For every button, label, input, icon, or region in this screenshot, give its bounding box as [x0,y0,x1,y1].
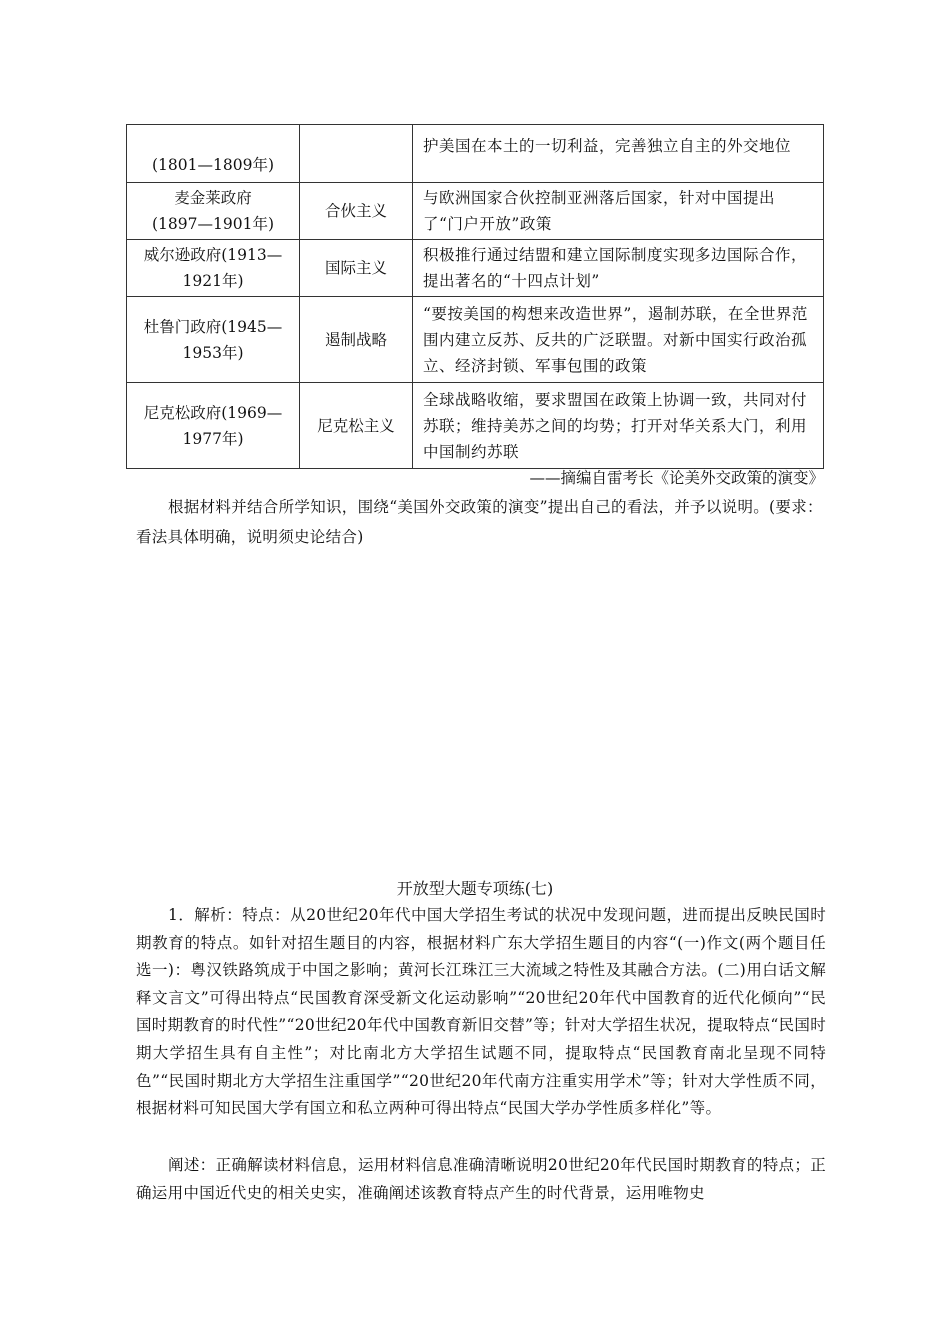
government-name: 麦金莱政府 [174,189,252,207]
policy-content-cell: “要按美国的构想来改造世界”，遏制苏联，在全世界范围内建立反苏、反共的广泛联盟。对新中国实行政治孤立、经济封锁、军事包围的政策 [413,297,824,383]
government-years: (1897—1901年) [152,215,274,233]
table-row [127,183,824,240]
doctrine-cell [300,125,413,183]
government-cell [127,297,300,383]
policy-content-cell: 积极推行通过结盟和建立国际制度实现多边国际合作，提出著名的“十四点计划” [413,240,824,297]
government-name: 威尔逊政府(1913— [143,246,283,264]
policy-content-cell: 护美国在本土的一切利益，完善独立自主的外交地位 [413,125,824,183]
government-years: (1801—1809年) [152,156,274,174]
government-cell [127,383,300,469]
government-name: 尼克松政府(1969— [143,403,283,422]
policy-content-cell: 与欧洲国家合伙控制亚洲落后国家，针对中国提出了“门户开放”政策 [413,183,824,240]
government-years: 1921年) [182,272,244,290]
source-citation: ——摘编自雷考长《论美外交政策的演变》 [529,469,824,487]
government-name: 杜鲁门政府(1945— [143,317,283,336]
table-row [127,297,824,383]
government-cell [127,125,300,183]
policy-content-cell: 全球战略收缩，要求盟国在政策上协调一致，共同对付苏联；维持美苏之间的均势；打开对华关系大门，利用中国制约苏联 [413,383,824,469]
government-years: 1977年) [182,429,244,448]
government-cell [127,183,300,240]
doctrine-cell: 遏制战略 [300,297,413,383]
doctrine-cell: 国际主义 [300,240,413,297]
answer-paragraph: 阐述：正确解读材料信息，运用材料信息准确清晰说明20世纪20年代民国时期教育的特点；正确运用中国近代史的相关史实，准确阐述该教育特点产生的时代背景，运用唯物史 [136,1156,826,1202]
government-cell [127,240,300,297]
table-row [127,240,824,297]
table-row [127,383,824,469]
table-row [127,125,824,183]
question-prompt: 根据材料并结合所学知识，围绕“美国外交政策的演变”提出自己的看法，并予以说明。(要求：看法具体明确，说明须史论结合) [136,498,823,546]
section-title: 开放型大题专项练(七) [396,879,554,898]
policy-table [126,124,824,469]
answer-paragraph: 1．解析：特点：从20世纪20年代中国大学招生考试的状况中发现问题，进而提出反映民国时期教育的特点。如针对招生题目的内容，根据材料广东大学招生题目的内容“(一)作文(两个题目任选一)：粤汉铁路筑成于中国之影响；黄河长江珠江三大流域之特性及其融合方法。(二)用白话文解释文言文”可得出特点“民国教育深受新文化运动影响”“20世纪20年代中国教育的近代化倾向”“民国时期教育的时代性”“20世纪20年代中国教育新旧交替”等；针对大学招生状况，提取特点“民国时期大学招生具有自主性”；对比南北方大学招生试题不同，提取特点“民国教育南北呈现不同特色”“民国时期北方大学招生注重国学”“20世纪20年代南方注重实用学术”等；针对大学性质不同，根据材料可知民国大学有国立和私立两种可得出特点“民国大学办学性质多样化”等。 [136,906,826,1118]
government-years: 1953年) [182,343,244,362]
doctrine-cell: 合伙主义 [300,183,413,240]
doctrine-cell: 尼克松主义 [300,383,413,469]
